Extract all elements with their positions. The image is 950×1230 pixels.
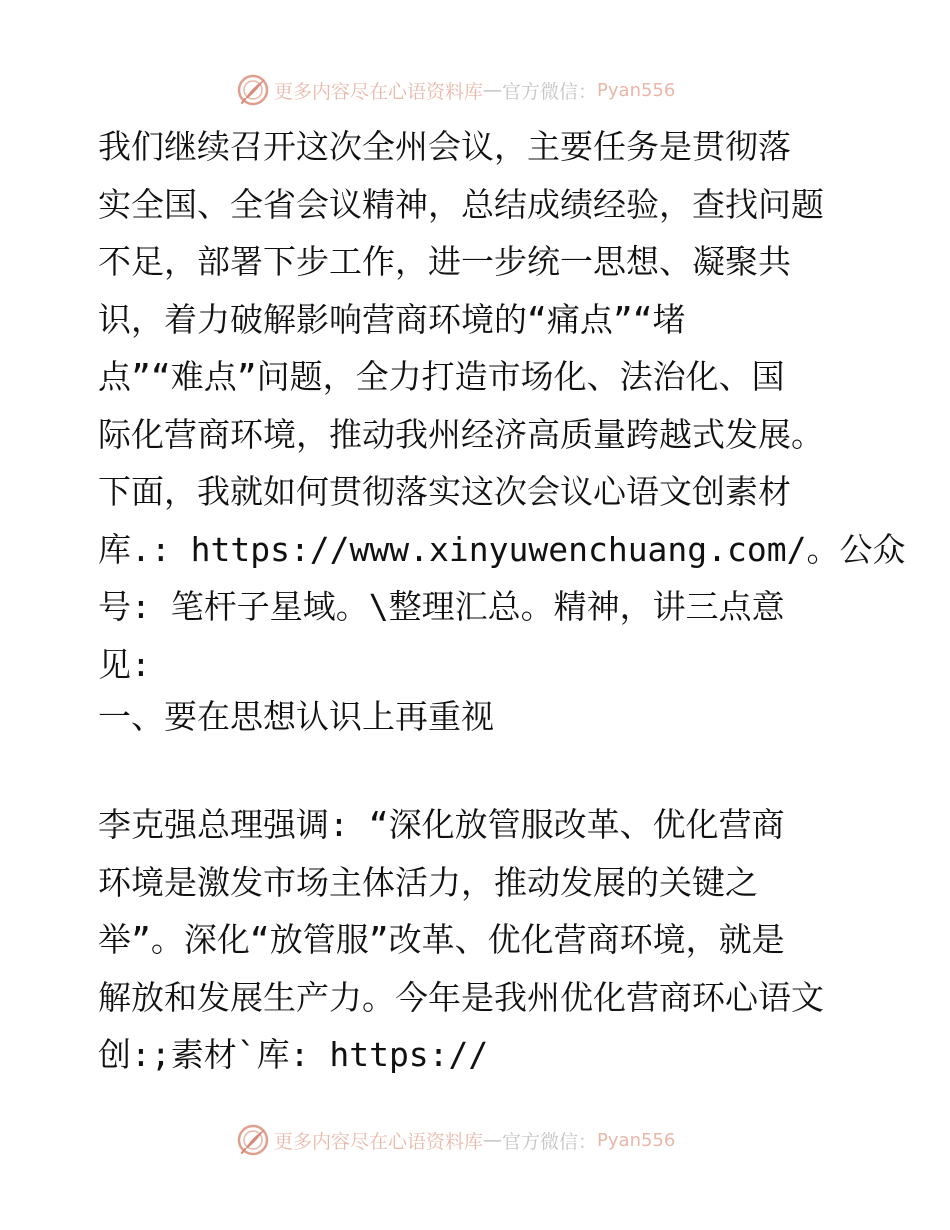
paragraph-intro <box>98 118 906 693</box>
watermark-title: 更多内容尽在心语资料库 <box>274 80 484 103</box>
text-line: 号: 笔杆子星域。\整理汇总。精神，讲三点意 <box>98 587 785 626</box>
text-line: 不足，部署下步工作，进一步统一思想、凝聚共 <box>98 242 791 281</box>
text-line: 环境是激发市场主体活力，推动发展的关键之 <box>98 862 758 902</box>
watermark-title: 更多内容尽在心语资料库 <box>274 1130 484 1153</box>
watermark-official-label: 官方微信： <box>502 80 598 103</box>
footer-watermark <box>236 1122 675 1158</box>
text-line: 实全国、全省会议精神，总结成绩经验，查找问题 <box>98 184 824 224</box>
text-line: 库.: https://www.xinyuwenchuang.com/。公众 <box>98 529 906 569</box>
watermark-wechat-id: Pyan556 <box>597 79 676 101</box>
text-line: 解放和发展生产力。今年是我州优化营商环心语文 <box>98 977 824 1017</box>
paragraph-section-one <box>98 796 858 1084</box>
text-line: 点”“难点”问题，全力打造市场化、法治化、国 <box>98 357 785 396</box>
watermark-dash: — <box>483 1129 503 1151</box>
text-line: 我们继续召开这次全州会议，主要任务是贯彻落 <box>98 127 791 166</box>
text-line: 创:;素材`库: https:// <box>98 1035 489 1074</box>
text-line: 识，着力破解影响营商环境的“痛点”“堵 <box>98 299 686 339</box>
quill-logo-icon <box>236 1123 270 1157</box>
header-watermark <box>236 72 675 108</box>
heading-line: 一、要在思想认识上再重视 <box>98 697 494 736</box>
quill-logo-icon <box>236 73 270 107</box>
text-line: 举”。深化“放管服”改革、优化营商环境，就是 <box>98 920 785 959</box>
watermark-wechat-id: Pyan556 <box>597 1129 676 1151</box>
watermark-dash: — <box>483 79 503 101</box>
text-line: 际化营商环境，推动我州经济高质量跨越式发展。 <box>98 414 824 454</box>
watermark-official-label: 官方微信： <box>502 1130 598 1153</box>
text-line: 下面，我就如何贯彻落实这次会议心语文创素材 <box>98 472 791 511</box>
section-heading <box>98 688 858 746</box>
text-line: 李克强总理强调: “深化放管服改革、优化营商 <box>98 805 785 844</box>
text-line: 见: <box>98 644 151 684</box>
